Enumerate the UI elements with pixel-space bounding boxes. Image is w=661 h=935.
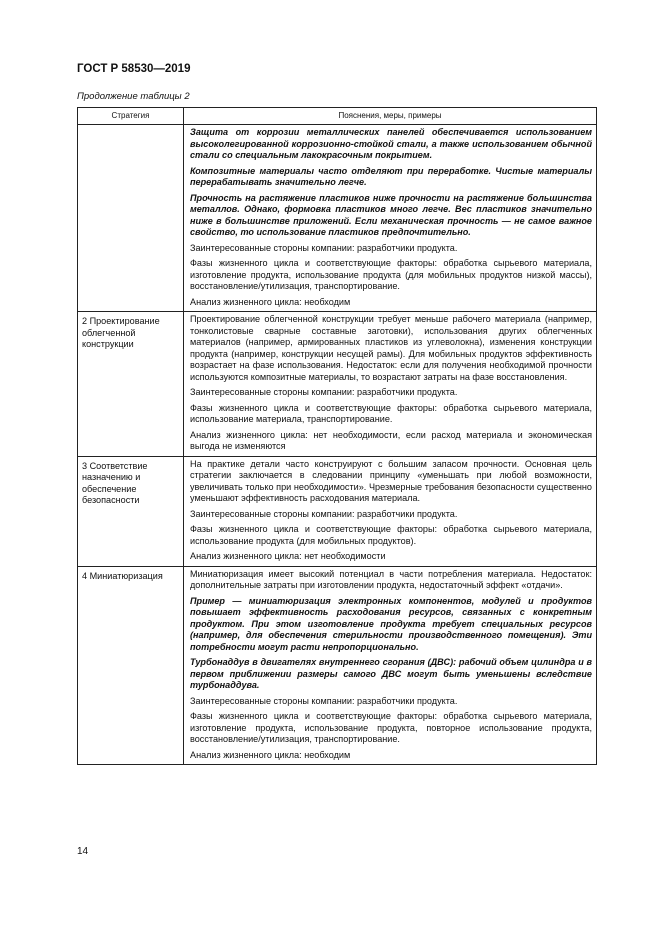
table-row [78, 312, 597, 457]
paragraph-example: Прочность на растяжение пластиков ниже прочности на растяжение большинства металлов. Однако, формовка пластиков много легче. Вес пластиков значительно ниже в большинстве приложений. Если механическая прочность — не самое важное свойство, то использование пластиков предпочтительно. [190, 192, 592, 237]
table-caption: Продолжение таблицы 2 [77, 91, 190, 102]
strategy-cell: 4 Миниатюризация [78, 566, 184, 765]
column-header-explanations: Пояснения, меры, примеры [184, 108, 597, 125]
table-row [78, 456, 597, 566]
paragraph-description: Проектирование облегченной конструкции требует меньше рабочего материала (например, тонколистовые сварные составные заготовки), использования других облегченных материалов (например, армированных пластиков из углеволокна), изменения конструкции продукта (например, конструкции несущей рамы). Для мобильных продуктов эффективность возрастает на фазе использования. Недостаток: если для получения необходимой прочности используются композитные материалы, то возрастают затраты на фазе восстановления. [190, 314, 592, 382]
table-row [78, 566, 597, 765]
paragraph-stakeholders: Заинтересованные стороны компании: разработчики продукта. [190, 508, 458, 519]
paragraph-lca: Анализ жизненного цикла: необходим [190, 296, 351, 307]
paragraph-lifecycle-phases: Фазы жизненного цикла и соответствующие факторы: обработка сырьевого материала, использование продукта (для мобильных продуктов). [190, 524, 592, 546]
page-number: 14 [77, 846, 89, 857]
paragraph-stakeholders: Заинтересованные стороны компании: разработчики продукта. [190, 695, 458, 706]
paragraph-lca: Анализ жизненного цикла: нет необходимости, если расход материала и экономическая выгода не изменяются [190, 429, 592, 451]
paragraph-stakeholders: Заинтересованные стороны компании: разработчики продукта. [190, 242, 458, 253]
paragraph-description: На практике детали часто конструируют с большим запасом прочности. Основная цель стратегии заключается в следовании принципу «уменьшать при любой возможности, увеличивать только при необходимости». Чрезмерные требования безопасности существенно уменьшают эффективность расходования материала. [190, 458, 592, 503]
paragraph-lifecycle-phases: Фазы жизненного цикла и соответствующие факторы: обработка сырьевого материала, использование материала, транспортирование. [190, 402, 592, 424]
paragraph-description: Миниатюризация имеет высокий потенциал в части потребления материала. Недостаток: дополнительные затраты при изготовлении продукта, недостаточный эффект «отдачи». [190, 568, 592, 590]
paragraph-example: Турбонаддув в двигателях внутреннего сгорания (ДВС): рабочий объем цилиндра и в первом приближении размеры самого ДВС могут быть уменьшены вследствие турбонаддува. [190, 657, 592, 690]
table-header-row [78, 108, 597, 125]
paragraph-lifecycle-phases: Фазы жизненного цикла и соответствующие факторы: обработка сырьевого материала, изготовление продукта, использование продукта (для мобильных продуктов низкой массы), восстановление/утилизация, транспортирование. [190, 258, 592, 291]
explanation-cell [184, 566, 597, 765]
strategy-cell [78, 125, 184, 312]
table-row [78, 125, 597, 312]
column-header-strategy: Стратегия [78, 108, 184, 125]
paragraph-example: Защита от коррозии металлических панелей обеспечивается использованием высоколегированной коррозионно-стойкой стали, а также использованием обычной стали со специальным лакокрасочным покрытием. [190, 127, 592, 160]
paragraph-stakeholders: Заинтересованные стороны компании: разработчики продукта. [190, 387, 458, 397]
paragraph-lifecycle-phases: Фазы жизненного цикла и соответствующие факторы: обработка сырьевого материала, изготовление продукта, использование продукта, повторное использование продукта, восстановление/утилизация, транспортирование. [190, 711, 592, 744]
document-header: ГОСТ Р 58530—2019 [77, 63, 191, 75]
strategies-table [77, 107, 597, 765]
strategy-cell: 2 Проектирование облегченной конструкции [78, 312, 184, 457]
explanation-cell [184, 312, 597, 457]
explanation-cell [184, 125, 597, 312]
explanation-cell [184, 456, 597, 566]
paragraph-lca: Анализ жизненного цикла: нет необходимости [190, 551, 386, 561]
paragraph-lca: Анализ жизненного цикла: необходим [190, 749, 351, 760]
strategy-cell: 3 Соответствие назначению и обеспечение безопасности [78, 456, 184, 566]
paragraph-example: Пример — миниатюризация электронных компонентов, модулей и продуктов повышает эффективность расходования ресурсов, связанных с конкретным продуктом. При этом изготовление продукта требует специальных ресурсов (например, для обеспечения стерильности производственного помещения). Эти потребности могут расти непропорционально. [190, 595, 592, 652]
paragraph-example: Композитные материалы часто отделяют при переработке. Чистые материалы перерабатывать значительно легче. [190, 165, 592, 187]
